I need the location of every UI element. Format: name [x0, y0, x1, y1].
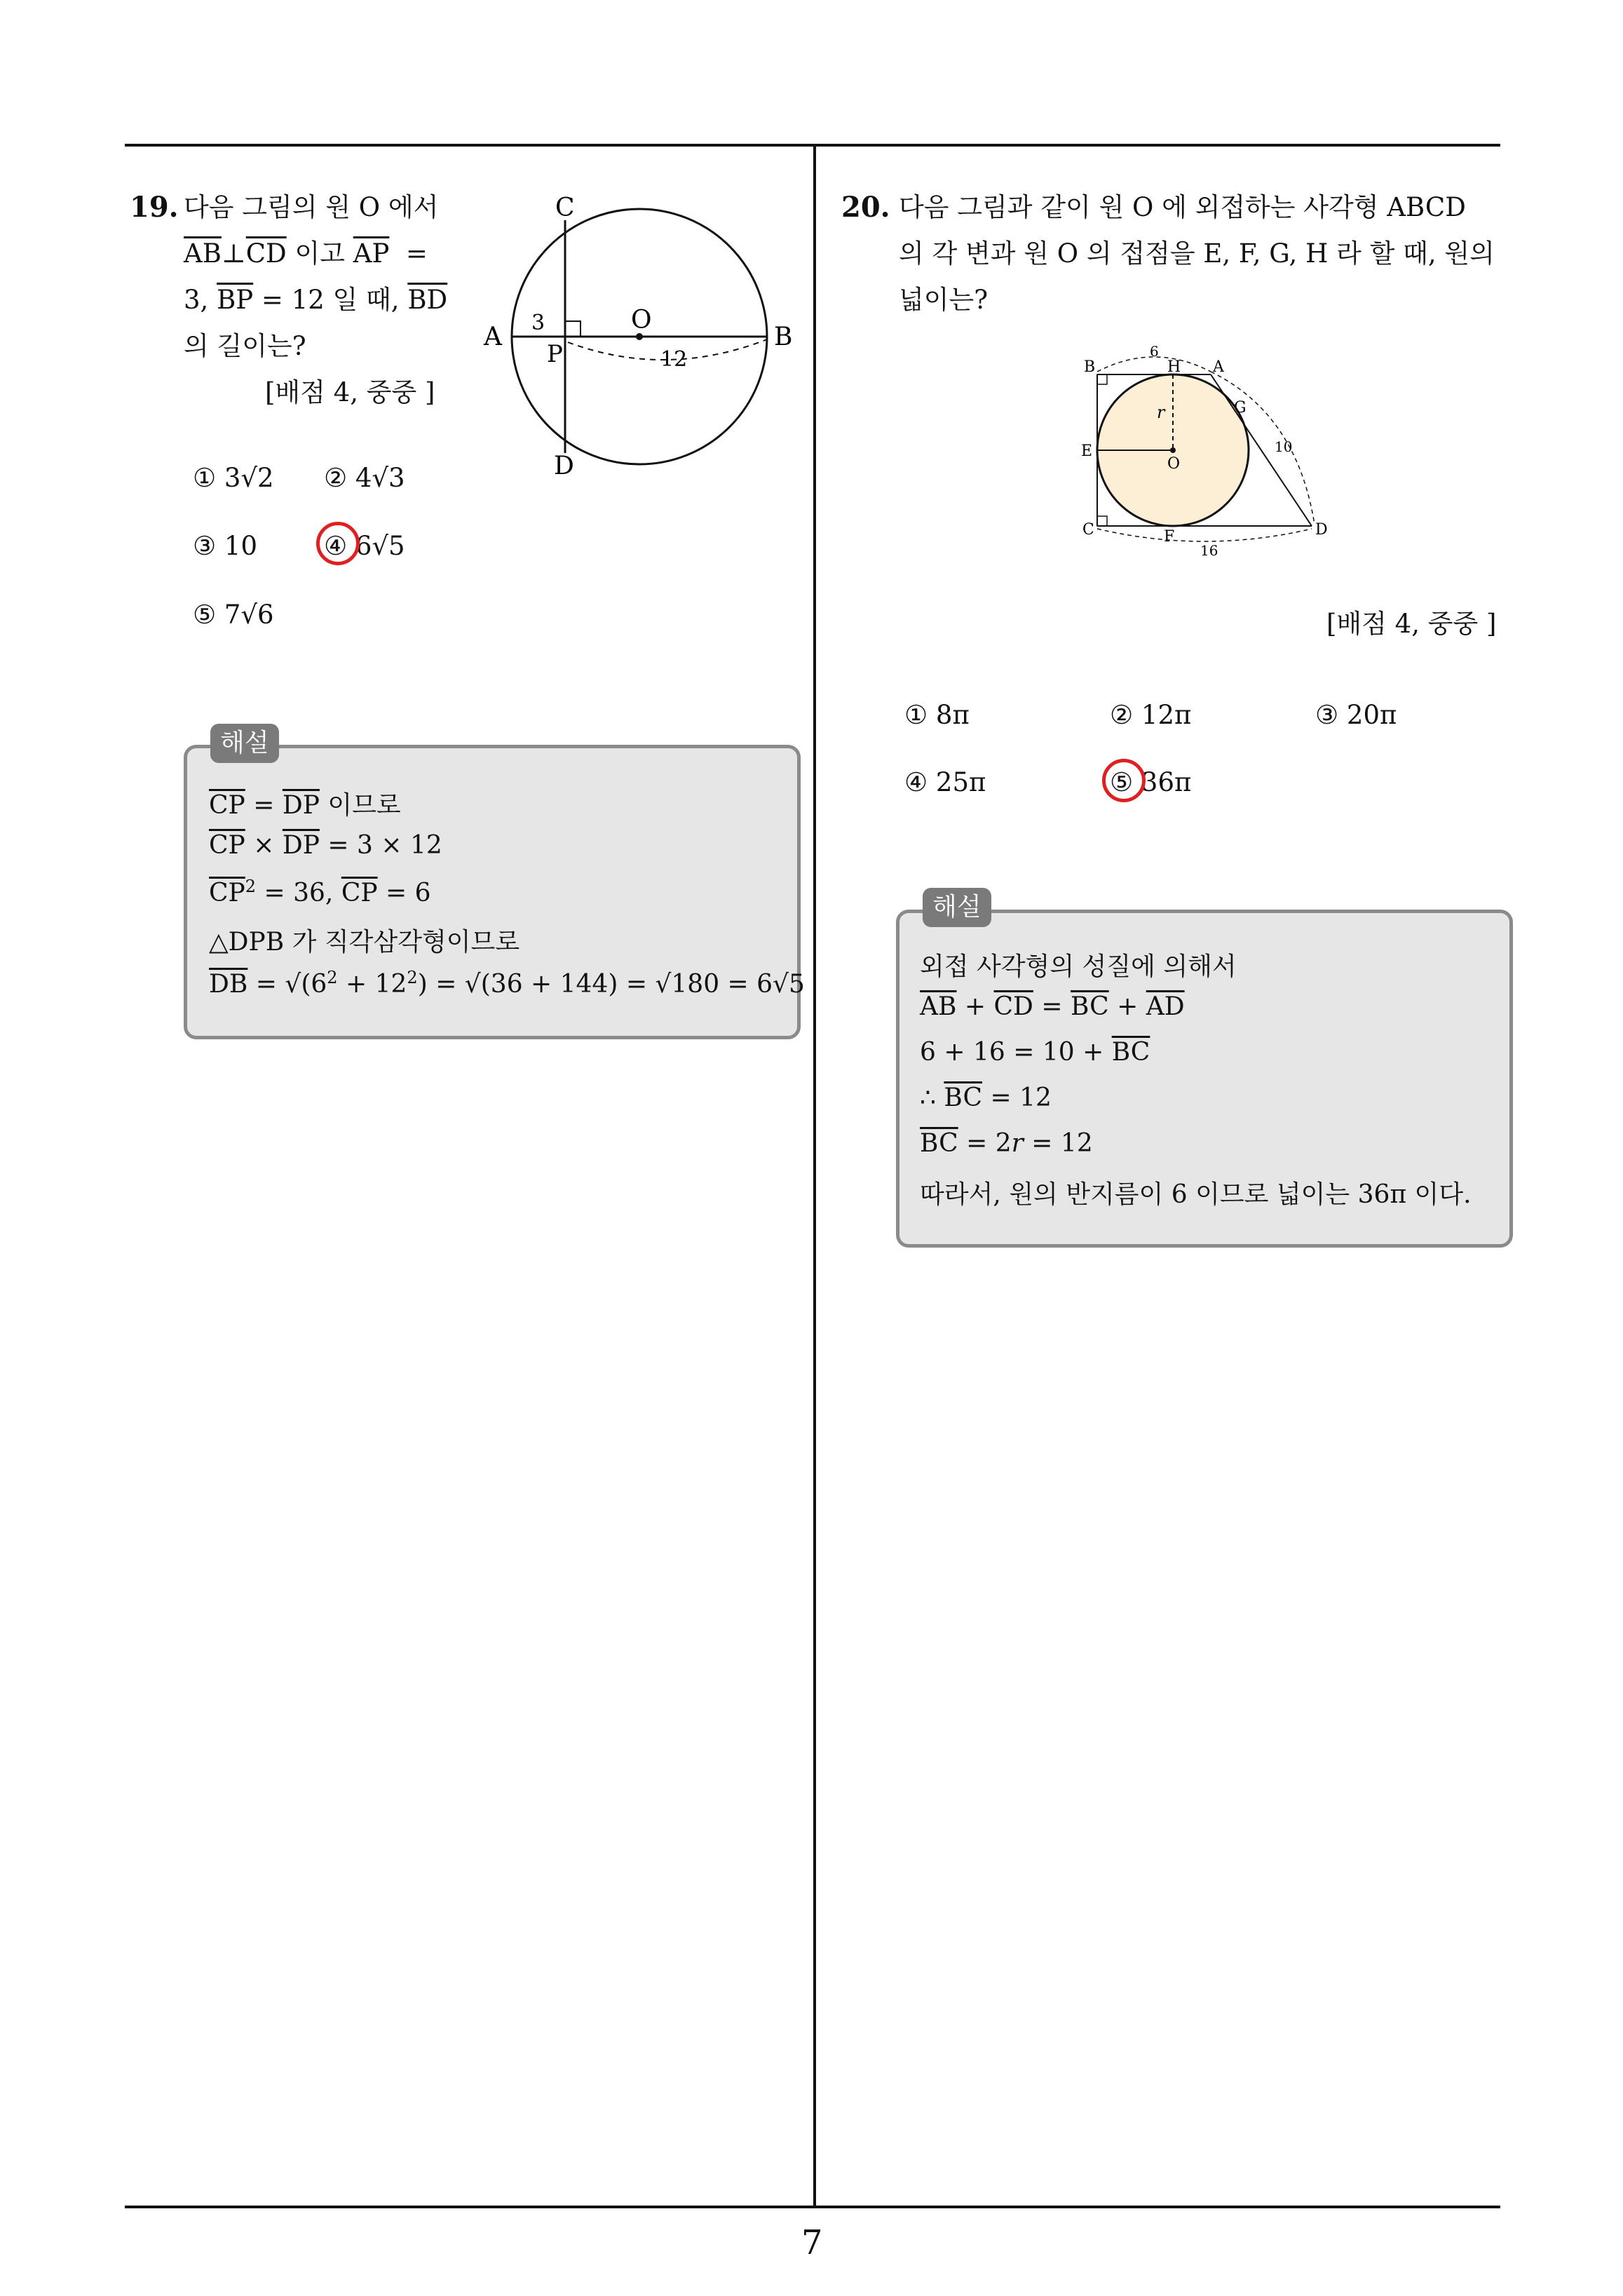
q19-line-2: $\overline{AB}\perp\overline{CD}$ 이고 $\overline{AP}$ = [184, 238, 428, 269]
top-rule [125, 144, 1500, 147]
corner-b-mark [1097, 374, 1107, 384]
label-b2: B [1084, 358, 1096, 376]
q20-sol-line-2: $\overline{AB} + \overline{CD} = \overline{BC} + \overline{AD}$ [920, 992, 1185, 1021]
label-6: 6 [1150, 343, 1159, 360]
q20-sol-line-5: $\overline{BC} = 2r = 12$ [920, 1129, 1093, 1158]
q20-solution-tag: 해설 [923, 888, 991, 927]
q20-number: 20. [841, 191, 890, 224]
q20-choice-3[interactable]: ③ 20π [1315, 700, 1397, 730]
label-a: A [484, 323, 502, 351]
q20-choice-2[interactable]: ② 12π [1110, 700, 1192, 730]
bottom-rule [125, 2206, 1500, 2208]
q19-choice-4[interactable]: ④ 6√5 [324, 531, 405, 561]
column-divider [813, 145, 816, 2207]
q20-sol-line-3: $6 + 16 = 10 + \overline{BC}$ [920, 1038, 1150, 1067]
label-b: B [774, 323, 793, 351]
label-r: r [1157, 403, 1165, 422]
label-d2: D [1315, 521, 1328, 539]
q19-line-3: 3, $\overline{BP} = 12$ 일 때, $\overline{BD}$ [184, 285, 448, 315]
label-c: C [555, 194, 575, 222]
q20-choice-1[interactable]: ① 8π [904, 700, 970, 730]
q20-line-1: 다음 그림과 같이 원 O 에 외접하는 사각형 ABCD [899, 192, 1466, 222]
q20-score: [배점 4, 중중 ] [1326, 609, 1497, 639]
q19-choice-5[interactable]: ⑤ 7√6 [193, 600, 274, 630]
q20-sol-line-4: ∴ $\overline{BC} = 12$ [920, 1083, 1052, 1112]
label-ap: 3 [531, 311, 545, 335]
q19-sol-line-5: $\overline{DB} = √(6^2 + 12^2) = √(36 + 144) = √180 = 6√5$ [209, 968, 805, 999]
q20-choice-4[interactable]: ④ 25π [904, 767, 986, 797]
q19-line-4: 의 길이는? [184, 331, 306, 361]
label-h: H [1167, 358, 1181, 376]
label-o: O [631, 306, 652, 335]
q20-answer-marker [1102, 759, 1146, 802]
label-e: E [1081, 443, 1093, 460]
label-c2: C [1082, 521, 1094, 539]
center-o-dot [1170, 447, 1176, 453]
q19-circle-figure [477, 189, 806, 484]
q19-answer-marker [316, 522, 360, 565]
q19-sol-line-1: $\overline{CP} = \overline{DP}$ 이므로 [209, 791, 401, 820]
label-f: F [1164, 528, 1175, 546]
right-angle-mark [565, 321, 580, 337]
q19-solution-tag: 해설 [210, 724, 279, 763]
q20-quadrilateral-figure [1073, 337, 1367, 568]
q20-line-2: 의 각 변과 원 O 의 접점을 E, F, G, H 라 할 때, 원의 [899, 238, 1495, 269]
dim-bottom [1097, 529, 1312, 541]
q20-line-3: 넓이는? [899, 285, 989, 315]
q19-sol-line-2: $\overline{CP} \times \overline{DP} = 3 \times 12$ [209, 831, 442, 860]
q20-choice-5[interactable]: ⑤ 36π [1110, 767, 1192, 797]
corner-c-mark [1097, 516, 1107, 526]
q19-score: [배점 4, 중중 ] [265, 377, 435, 407]
q19-number: 19. [130, 191, 179, 224]
q19-sol-line-4: △DPB 가 직각삼각형이므로 [209, 928, 520, 957]
q19-line-1: 다음 그림의 원 O 에서 [184, 192, 439, 222]
label-o2: O [1167, 455, 1181, 473]
q19-choice-3[interactable]: ③ 10 [193, 531, 258, 561]
label-a2: A [1213, 358, 1224, 376]
q20-sol-line-6: 따라서, 원의 반지름이 6 이므로 넓이는 36π 이다. [920, 1180, 1472, 1209]
label-16: 16 [1200, 542, 1218, 559]
q19-choice-1[interactable]: ① 3√2 [193, 463, 274, 493]
q20-sol-line-1: 외접 사각형의 성질에 의해서 [920, 952, 1237, 981]
label-d: D [554, 452, 574, 480]
label-pb: 12 [660, 347, 688, 372]
label-p: P [547, 340, 563, 368]
label-10: 10 [1275, 438, 1293, 455]
page-number: 7 [801, 2223, 823, 2262]
label-g: G [1234, 399, 1247, 417]
q19-choice-2[interactable]: ② 4√3 [324, 463, 405, 493]
q19-sol-line-3: $\overline{CP}^2 = 36$, $\overline{CP} = 6$ [209, 877, 431, 907]
